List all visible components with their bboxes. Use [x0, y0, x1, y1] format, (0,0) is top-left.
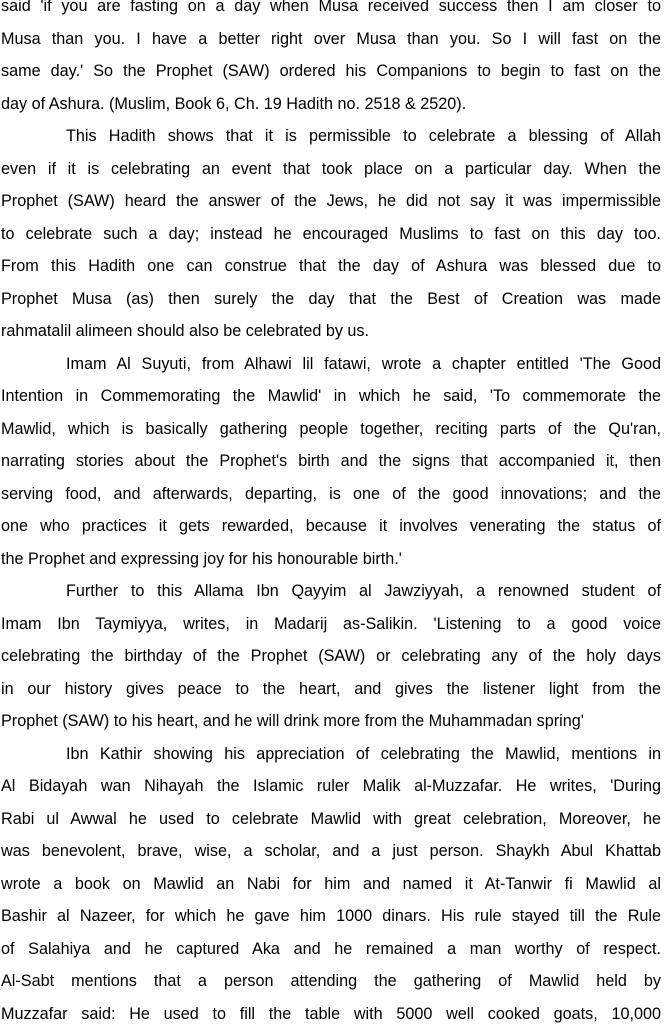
- text-line: Muzzafar said: He used to fill the table with 5000 well cooked goats, 10,000: [0, 998, 669, 1030]
- text-line: This Hadith shows that it is permissible to celebrate a blessing of Allah: [0, 120, 669, 153]
- text-line: in our history gives peace to the heart, and gives the listener light from the: [0, 673, 669, 706]
- text-line: Prophet (SAW) to his heart, and he will drink more from the Muhammadan spring': [0, 705, 669, 738]
- text-line: Ibn Kathir showing his appreciation of celebrating the Mawlid, mentions in: [0, 738, 669, 771]
- text-line: Rabi ul Awwal he used to celebrate Mawlid with great celebration, Moreover, he: [0, 803, 669, 836]
- text-line: to celebrate such a day; instead he encouraged Muslims to fast on this day too.: [0, 218, 669, 251]
- text-line: From this Hadith one can construe that the day of Ashura was blessed due to: [0, 250, 669, 283]
- paragraph-3: [0, 348, 669, 576]
- text-line: narrating stories about the Prophet's birth and the signs that accompanied it, then: [0, 445, 669, 478]
- text-line: Al-Sabt mentions that a person attending the gathering of Mawlid held by: [0, 965, 669, 998]
- text-line: Prophet Musa (as) then surely the day that the Best of Creation was made: [0, 283, 669, 316]
- paragraph-4: [0, 575, 669, 738]
- text-line: Prophet (SAW) heard the answer of the Jews, he did not say it was impermissible: [0, 185, 669, 218]
- paragraph-2: [0, 120, 669, 348]
- paragraph-5: [0, 738, 669, 1030]
- text-line: celebrating the birthday of the Prophet (SAW) or celebrating any of the holy days: [0, 640, 669, 673]
- text-line: rahmatalil alimeen should also be celebrated by us.: [0, 315, 669, 348]
- text-line: Imam Ibn Taymiyya, writes, in Madarij as-Salikin. 'Listening to a good voice: [0, 608, 669, 641]
- text-line: Mawlid, which is basically gathering people together, reciting parts of the Qu'ran,: [0, 413, 669, 446]
- text-line: Musa than you. I have a better right over Musa than you. So I will fast on the: [0, 23, 669, 56]
- text-line: Imam Al Suyuti, from Alhawi lil fatawi, wrote a chapter entitled 'The Good: [0, 348, 669, 381]
- text-line: Al Bidayah wan Nihayah the Islamic ruler Malik al-Muzzafar. He writes, 'During: [0, 770, 669, 803]
- text-line: one who practices it gets rewarded, because it involves venerating the status of: [0, 510, 669, 543]
- text-line: was benevolent, brave, wise, a scholar, and a just person. Shaykh Abul Khattab: [0, 835, 669, 868]
- text-line: said 'if you are fasting on a day when Musa received success then I am closer to: [0, 0, 669, 23]
- text-line: the Prophet and expressing joy for his honourable birth.': [0, 543, 669, 576]
- paragraph-1: [0, 0, 669, 120]
- text-line: Bashir al Nazeer, for which he gave him 1000 dinars. His rule stayed till the Rule: [0, 900, 669, 933]
- text-line: wrote a book on Mawlid an Nabi for him and named it At-Tanwir fi Mawlid al: [0, 868, 669, 901]
- text-line: of Salahiya and he captured Aka and he remained a man worthy of respect.: [0, 933, 669, 966]
- text-line: Intention in Commemorating the Mawlid' in which he said, 'To commemorate the: [0, 380, 669, 413]
- text-line: same day.' So the Prophet (SAW) ordered his Companions to begin to fast on the: [0, 55, 669, 88]
- text-line: day of Ashura. (Muslim, Book 6, Ch. 19 Hadith no. 2518 & 2520).: [0, 88, 669, 121]
- text-line: Further to this Allama Ibn Qayyim al Jawziyyah, a renowned student of: [0, 575, 669, 608]
- text-line: serving food, and afterwards, departing, is one of the good innovations; and the: [0, 478, 669, 511]
- text-line: even if it is celebrating an event that took place on a particular day. When the: [0, 153, 669, 186]
